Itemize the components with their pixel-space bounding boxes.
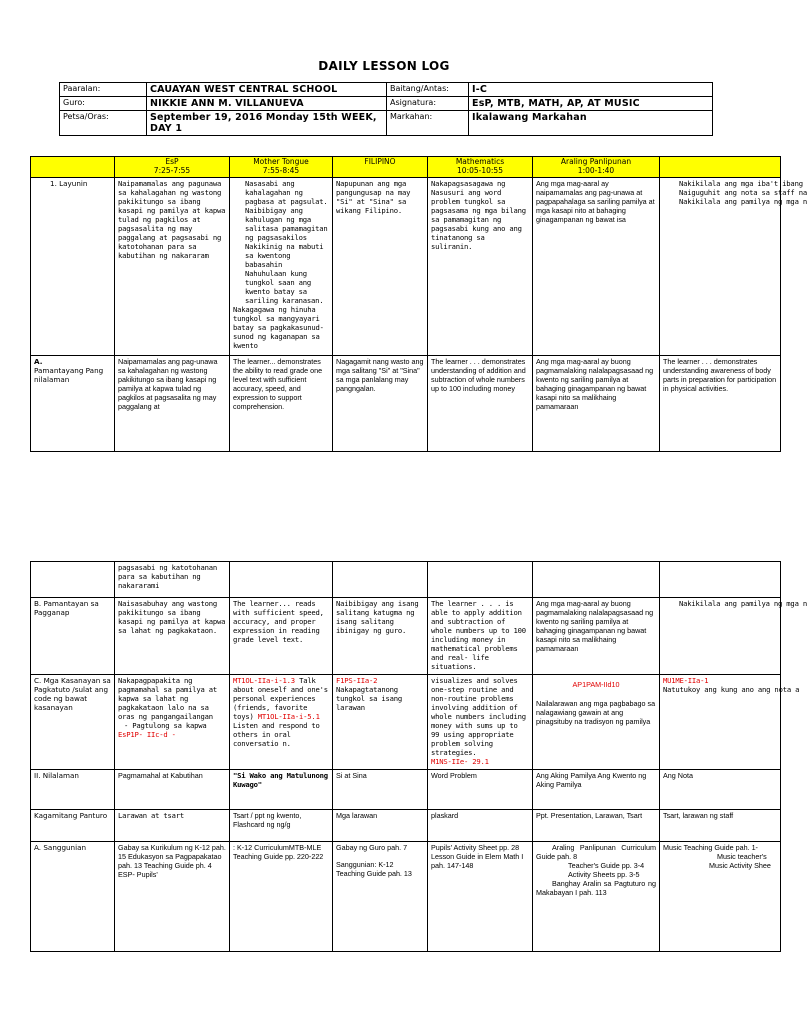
layunin-fil: Napupunan ang mga pangungusap na may "Si" at "Sina" sa wikang Filipino. (333, 178, 428, 356)
pamantayang-nilalaman-fil: Nagagamit nang wasto ang mga salitang "Si" at "Sina" sa mga panlalang may pangngalan. (333, 356, 428, 452)
pamantayan-pagganap-music: Nakikilala ang pamilya ng mga n (660, 598, 781, 675)
pamantayang-nilalaman-mt: The learner... demonstrates the ability to read grade one level text with sufficient accuracy, speed, and expression to support comprehension. (230, 356, 333, 452)
baitang-value: I-C (469, 83, 713, 97)
kasanayan-esp: Nakapagpapakita ng pagmamahal sa pamilya at kapwa sa lahat ng pagkakataon lalo na sa oras ng pangangailangan - Pagtulong sa kapwa EsP1P- IIc-d - (115, 675, 230, 770)
pamantayan-pagganap-fil: Naibibigay ang isang salitang katugma ng isang salitang ibinigay ng guro. (333, 598, 428, 675)
kasanayan-label: C. Mga Kasanayan sa Pagkatuto /sulat ang code ng bawat kasanayan (31, 675, 115, 770)
pamantayang-nilalaman-esp-cont: pagsasabi ng katotohanan para sa kabutihan ng nakararami (115, 562, 230, 598)
esp-header: EsP 7:25-7:55 (115, 157, 230, 178)
nilalaman-fil: Si at Sina (333, 770, 428, 810)
pamantayan-pagganap-math: The learner . . . is able to apply addition and subtraction of whole numbers up to 100 including money in mathematical problems and real- life situations. (428, 598, 533, 675)
kasanayan-fil: F1PS-IIa-2 Nakapagtatanong tungkol sa isang larawan (333, 675, 428, 770)
layunin-mt: Nasasabi ang kahalagahan ng pagbasa at pagsulat. Naibibigay ang kahulugan ng mga salitasa pamamagitan ng pagsasakilos Nakikinig na mabuti sa kwentong babasahin Nahuhulaan kung tungkol saan ang kwento batay sa sariling karanasan. Nakagagawa ng hinuha tungkol sa mangyayari batay sa pagkakasunud-sunod ng kaganapan sa kwento (230, 178, 333, 356)
pamantayang-nilalaman-label: A. Pamantayang Pang nilalaman (31, 356, 115, 452)
sanggunian-label: A. Sanggunian (31, 842, 115, 952)
petsa-value: September 19, 2016 Monday 15th WEEK, DAY 1 (147, 111, 387, 136)
music-header (660, 157, 781, 178)
kagamitan-fil: Mga larawan (333, 810, 428, 842)
cont-blank-mt (230, 562, 333, 598)
page-title: DAILY LESSON LOG (318, 59, 450, 73)
cont-blank-ap (533, 562, 660, 598)
asignatura-value: EsP, MTB, MATH, AP, AT MUSIC (469, 97, 713, 111)
nilalaman-math: Word Problem (428, 770, 533, 810)
layunin-row (31, 178, 781, 356)
paaralan-label: Paaralan: (60, 83, 147, 97)
kagamitan-label: Kagamitang Panturo (31, 810, 115, 842)
pamantayang-nilalaman-math: The learner . . . demonstrates understanding of addition and subtraction of whole numbers up to 100 including money (428, 356, 533, 452)
markahan-label: Markahan: (387, 111, 469, 136)
paaralan-value: CAUAYAN WEST CENTRAL SCHOOL (147, 83, 387, 97)
kagamitan-esp: Larawan at tsart (115, 810, 230, 842)
nilalaman-label: II. Nilalaman (31, 770, 115, 810)
layunin-esp: Naipamamalas ang pagunawa sa kahalagahan ng wastong pakikitungo sa ibang kasapi ng pamilya at kapwa tulad ng pagkilos at pagsasalita ng may paggalang at pagsasabi ng katotohanan para sa kabutihan ng nakararam (115, 178, 230, 356)
nilalaman-music: Ang Nota (660, 770, 781, 810)
nilalaman-ap: Ang Aking Pamilya Ang Kwento ng Aking Pamilya (533, 770, 660, 810)
pamantayan-pagganap-row (31, 598, 781, 675)
header-row-petsa (60, 111, 713, 136)
ap-header: Araling Panlipunan 1:00-1:40 (533, 157, 660, 178)
header-row-paaralan (60, 83, 713, 97)
schedule-table-bottom (30, 561, 807, 952)
nilalaman-esp: Pagmamahal at Kabutihan (115, 770, 230, 810)
blank-header-cell (31, 157, 115, 178)
sanggunian-mt: : K-12 CurriculumMTB-MLE Teaching Guide pp. 220-222 (230, 842, 333, 952)
kagamitan-math: plaskard (428, 810, 533, 842)
fil-header: FILIPINO (333, 157, 428, 178)
schedule-table-top (30, 156, 807, 452)
sanggunian-music: Music Teaching Guide pah. 1- Music teacher's Music Activity Shee (660, 842, 781, 952)
cont-blank-label (31, 562, 115, 598)
layunin-label: 1. Layunin (31, 178, 115, 356)
pamantayan-pagganap-ap: Ang mga mag-aaral ay buong pagmamalaking nalalapagsasaad ng kwento ng sariling pamilya at bahaging ginagampanan ng bawat kasapi nito sa malikhaing pamamaraan (533, 598, 660, 675)
baitang-label: Baitang/Antas: (387, 83, 469, 97)
nilalaman-mt: "Si Wako ang Matulunong Kuwago" (230, 770, 333, 810)
petsa-label: Petsa/Oras: (60, 111, 147, 136)
nilalaman-row (31, 770, 781, 810)
header-row-guro (60, 97, 713, 111)
header-table (59, 82, 713, 136)
pamantayang-nilalaman-row (31, 356, 781, 452)
kagamitan-ap: Ppt. Presentation, Larawan, Tsart (533, 810, 660, 842)
kagamitan-row (31, 810, 781, 842)
markahan-value: Ikalawang Markahan (469, 111, 713, 136)
kagamitan-music: Tsart, larawan ng staff (660, 810, 781, 842)
guro-label: Guro: (60, 97, 147, 111)
kasanayan-ap: AP1PAM-IId10 Nailalarawan ang mga pagbabago sa nalagawiang gawain at ang pinagsituby na tradisyon ng pamilya (533, 675, 660, 770)
layunin-ap: Ang mga mag-aaral ay naipamamalas ang pag-unawa at pagpapahalaga sa sariling pamilya at mga kasapi nito at bahaging ginagampanan ng bawat isa (533, 178, 660, 356)
math-header: Mathematics 10:05-10:55 (428, 157, 533, 178)
kasanayan-music: MU1ME-IIa-1 Natutukoy ang kung ano ang nota a (660, 675, 781, 770)
pamantayang-nilalaman-ap: Ang mga mag-aaral ay buong pagmamalaking nalalapagsasaad ng kwento ng sariling pamilya at bahaging ginagampanan ng bawat kasapi nito sa malikhaing pamamaraan (533, 356, 660, 452)
cont-blank-fil (333, 562, 428, 598)
pamantayang-nilalaman-esp: Naipamamalas ang pag-unawa sa kahalagahan ng wastong pakikitungo sa ibang kasapi ng pamilya at kapwa tulad ng pagkilos at pagsasalita ng may paggalang at (115, 356, 230, 452)
sanggunian-ap: Araling Panlipunan Curriculum Guide pah. 8 Teacher's Guide pp. 3-4 Activity Sheets pp. 3-5 Banghay Aralin sa Pagtuturo ng Makabayan I pah. 113 (533, 842, 660, 952)
sanggunian-math: Pupils' Activity Sheet pp. 28 Lesson Guide in Elem Math I pah. 147-148 (428, 842, 533, 952)
pamantayan-pagganap-esp: Naisasabuhay ang wastong pakikitungo sa ibang kasapi ng pamilya at kapwa sa lahat ng pagkakataon. (115, 598, 230, 675)
kasanayan-row (31, 675, 781, 770)
layunin-math: Nakapagsasagawa ng Nasusuri ang word problem tungkol sa pagsasama ng mga bilang sa pamamagitan ng pagsasabi kung ano ang tinatanong sa suliranin. (428, 178, 533, 356)
kasanayan-mt: MT1OL-IIa-i-1.3 Talk about oneself and one's personal experiences (friends, favorite toys) MT1OL-IIa-i-5.1 Listen and respond to others in oral conversatio n. (230, 675, 333, 770)
pamantayan-pagganap-mt: The learner... reads with sufficient speed, accuracy, and proper expression in reading grade level text. (230, 598, 333, 675)
kagamitan-mt: Tsart / ppt ng kwento, Flashcard ng ng/g (230, 810, 333, 842)
cont-blank-math (428, 562, 533, 598)
pamantayan-pagganap-label: B. Pamantayan sa Pagganap (31, 598, 115, 675)
sanggunian-row (31, 842, 781, 952)
guro-value: NIKKIE ANN M. VILLANUEVA (147, 97, 387, 111)
cont-blank-music (660, 562, 781, 598)
subject-header-row (31, 157, 781, 178)
kasanayan-math: visualizes and solves one-step routine and non-routine problems involving addition of whole numbers including money with sums up to 99 using appropriate problem solving strategies. M1NS-IIe- 29.1 (428, 675, 533, 770)
pamantayang-nilalaman-music: The learner . . . demonstrates understanding awareness of body parts in preparation for participation in physical activities. (660, 356, 781, 452)
sanggunian-fil: Gabay ng Guro pah. 7 Sanggunian: K-12 Teaching Guide pah. 13 (333, 842, 428, 952)
asignatura-label: Asignatura: (387, 97, 469, 111)
layunin-music: Nakikilala ang mga iba't ibang Naiguguhit ang nota sa staff na Nakikilala ang pamilya ng mga n (660, 178, 781, 356)
pamantayang-nilalaman-cont-row (31, 562, 781, 598)
mt-header: Mother Tongue 7:55-8:45 (230, 157, 333, 178)
sanggunian-esp: Gabay sa Kurikulum ng K-12 pah. 15 Edukasyon sa Pagpapakatao pah. 13 Teaching Guide ph. 4 ESP- Pupils' (115, 842, 230, 952)
